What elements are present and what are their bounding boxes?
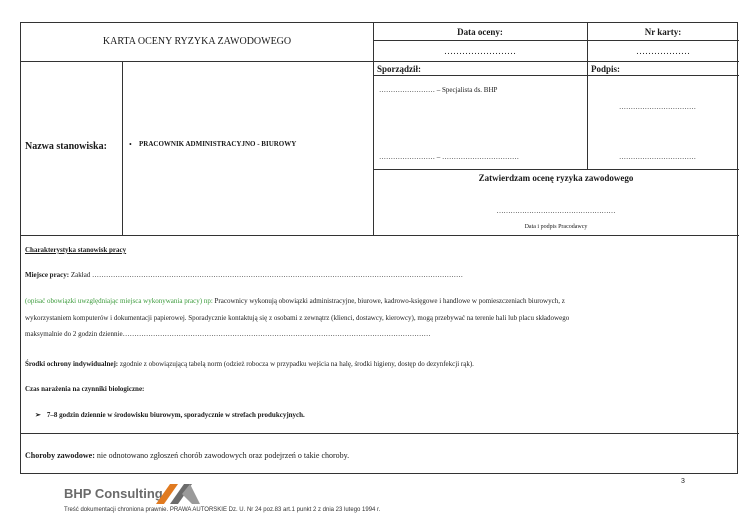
workplace-value: Zakład …………………………………………………………………………………………………………………………………………… bbox=[70, 271, 464, 279]
ppe-label: Środki ochrony indywidualnej: bbox=[25, 360, 119, 368]
exposure-label: Czas narażenia na czynniki biologiczne: bbox=[25, 385, 145, 393]
risk-assessment-card bbox=[20, 22, 738, 474]
prepared-by-label: Sporządził: bbox=[377, 64, 421, 74]
diseases-value: nie odnotowano zgłoszeń chorób zawodowych oraz podejrzeń o takie choroby. bbox=[94, 451, 350, 460]
description-line-1 bbox=[25, 296, 565, 307]
copyright-note: Treść dokumentacji chroniona prawnie. PRAWA AUTORSKIE Dz. U. Nr 24 poz.83 art.1 punkt 2 z dnia 23 lutego 1994 r. bbox=[64, 507, 381, 513]
logo-chevron-icon bbox=[156, 482, 200, 504]
signature-label: Podpis: bbox=[591, 64, 621, 74]
page-number: 3 bbox=[681, 478, 685, 485]
description-text-1: Pracownicy wykonują obowiązki administracyjne, biurowe, kadrowo-księgowe i handlowe w pomieszczeniach biurowych, z bbox=[212, 297, 565, 305]
card-number-label: Nr karty: bbox=[644, 27, 682, 37]
assessment-date-value: …………………… bbox=[444, 46, 516, 56]
card-title: KARTA OCENY RYZYKA ZAWODOWEGO bbox=[102, 36, 292, 47]
prepared-by-line-2: …………………… – …………………………… bbox=[379, 153, 519, 161]
assessment-date-label: Data oceny: bbox=[457, 27, 503, 37]
card-number-value: ……………… bbox=[636, 46, 690, 56]
description-line-3: maksymalnie do 2 godzin dziennie…………………………………………………………………………………………………………………… bbox=[25, 330, 431, 338]
position-bullet: • bbox=[129, 140, 132, 149]
signature-line-2: …………………………… bbox=[619, 153, 696, 161]
description-hint: (opisać obowiązki uwzględniając miejsca wykonywania pracy) np: bbox=[25, 297, 213, 305]
approval-caption: Data i podpis Pracodawcy bbox=[524, 224, 588, 230]
prepared-by-line-1: …………………… – Specjalista ds. BHP bbox=[379, 86, 498, 94]
description-line-2: wykorzystaniem komputerów i dokumentacji papierowej. Sporadycznie kontaktują się z osobami z zewnątrz (klienci, dostawcy, kierowcy), mogą przebywać na terenie hali lub placu składowego bbox=[25, 314, 570, 322]
diseases-label: Choroby zawodowe: bbox=[25, 451, 95, 460]
arrow-bullet-icon: ➢ bbox=[35, 411, 41, 419]
position-label: Nazwa stanowiska: bbox=[25, 141, 107, 152]
position-value: PRACOWNIK ADMINISTRACYJNO - BIUROWY bbox=[139, 140, 297, 148]
exposure-value: 7–8 godzin dziennie w środowisku biurowym, sporadycznie w strefach produkcyjnych. bbox=[46, 411, 305, 419]
workplace-label: Miejsce pracy: bbox=[25, 271, 70, 279]
ppe-value: zgodnie z obowiązującą tabelą norm (odzież robocza w przypadku wejścia na halę, środki higieny, dostęp do dezynfekcji rąk). bbox=[118, 360, 474, 368]
ppe-row bbox=[25, 359, 474, 370]
logo-text: BHP Consulting bbox=[64, 486, 163, 501]
signature-line-1: …………………………… bbox=[619, 103, 696, 111]
approval-dots: …………………………………………… bbox=[496, 207, 616, 215]
characteristics-title: Charakterystyka stanowisk pracy bbox=[25, 246, 127, 254]
workplace-row bbox=[25, 270, 463, 281]
diseases-row bbox=[25, 450, 349, 461]
approval-title: Zatwierdzam ocenę ryzyka zawodowego bbox=[478, 173, 634, 183]
exposure-row bbox=[35, 410, 305, 421]
